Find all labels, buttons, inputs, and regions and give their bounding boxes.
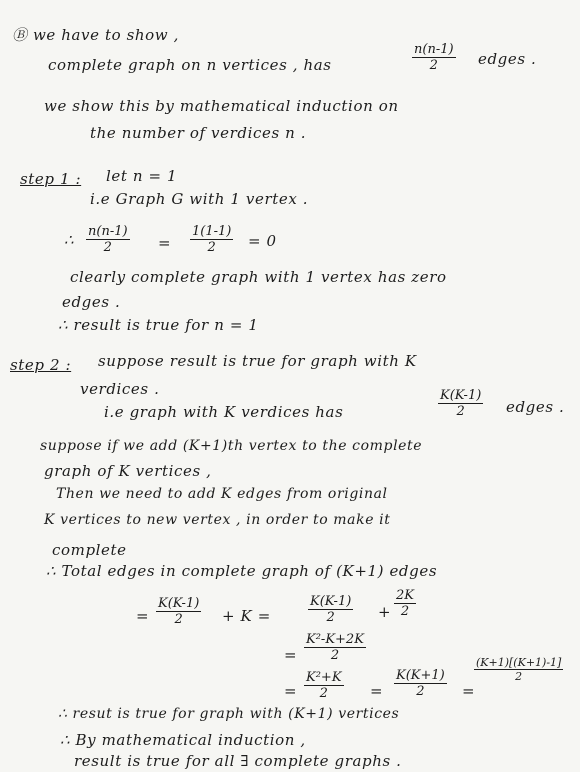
fraction-k-k-plus-1 (394, 668, 447, 699)
fraction-denominator: 2 (456, 404, 465, 419)
therefore-symbol: ∴ (64, 231, 75, 249)
plus-k-equals: + K = (222, 607, 271, 625)
line-conclusion: result is true for all ∃ complete graphs . (74, 752, 402, 770)
fraction-substituted (190, 224, 233, 255)
line-total-edges: ∴ Total edges in complete graph of (K+1) edges (46, 562, 438, 580)
fraction-denominator: 2 (400, 604, 410, 619)
equals-sign: = (158, 234, 172, 252)
fraction-numerator: K²-K+2K (306, 632, 364, 647)
line-edges: edges . (478, 50, 537, 68)
fraction-2k (394, 588, 416, 619)
fraction-numerator: K(K+1) (396, 668, 445, 683)
line-clearly: clearly complete graph with 1 vertex has zero (70, 268, 447, 286)
fraction-denominator: 2 (319, 686, 328, 701)
fraction-k-k-minus-1 (308, 594, 353, 625)
line-edges-2: edges . (62, 293, 121, 311)
equals-sign: = (370, 682, 384, 700)
step2-label: step 2 : (10, 356, 72, 374)
fraction-numerator: K(K-1) (440, 388, 482, 403)
fraction-k-plus-1-final (474, 656, 563, 683)
fraction-denominator: 2 (429, 58, 438, 73)
plus-sign: + (378, 603, 392, 621)
line-graph-of-k: graph of K vertices , (44, 462, 212, 480)
fraction-numerator: K(K-1) (310, 594, 352, 609)
line-result-k-plus-1: ∴ resut is true for graph with (K+1) vertices (58, 706, 400, 722)
fraction-denominator: 2 (207, 240, 216, 255)
fraction-numerator: n(n-1) (414, 42, 454, 57)
fraction-denominator: 2 (326, 610, 335, 625)
equals-sign: = (462, 682, 476, 700)
line-complete-graph: complete graph on n vertices , has (48, 56, 332, 74)
step2-graph-with-k: i.e graph with K verdices has (104, 403, 344, 421)
step2-edges: edges . (506, 398, 565, 416)
fraction-n-n-minus-1 (412, 42, 456, 73)
line-add-vertex: suppose if we add (K+1)th vertex to the complete (40, 438, 423, 454)
line-result-n1: ∴ result is true for n = 1 (58, 316, 259, 334)
equals-sign: = (284, 682, 298, 700)
line-intro: Ⓑ we have to show , (12, 26, 179, 44)
fraction-denominator: 2 (174, 612, 183, 627)
equals-sign: = (136, 607, 150, 625)
equals-sign: = (284, 646, 298, 664)
line-k-vertices: K vertices to new vertex , in order to make it (44, 512, 391, 528)
fraction-denominator: 2 (416, 684, 425, 699)
step2-verdices: verdices . (80, 380, 160, 398)
fraction-denominator: 2 (515, 670, 523, 683)
line-complete: complete (52, 541, 127, 559)
fraction-k2-minus-k-plus-2k (304, 632, 366, 663)
fraction-denominator: 2 (330, 648, 340, 663)
fraction-k-k-minus-1 (156, 596, 201, 627)
step1-label: step 1 : (20, 170, 82, 188)
fraction-numerator: 2K (396, 588, 414, 603)
step2-suppose: suppose result is true for graph with K (98, 352, 417, 370)
fraction-numerator: K(K-1) (158, 596, 200, 611)
fraction-formula (86, 224, 130, 255)
step1-let: let n = 1 (106, 167, 178, 185)
fraction-denominator: 2 (103, 240, 112, 255)
step1-graph: i.e Graph G with 1 vertex . (90, 190, 309, 208)
line-number-of-vertices: the number of verdices n . (90, 124, 307, 142)
fraction-numerator: 1(1-1) (192, 224, 232, 239)
line-add-k-edges: Then we need to add K edges from original (56, 486, 388, 502)
fraction-k-k-minus-1 (438, 388, 483, 419)
fraction-k2-plus-k (304, 670, 344, 701)
fraction-numerator: K²+K (306, 670, 342, 685)
fraction-numerator: n(n-1) (88, 224, 128, 239)
equals-zero: = 0 (248, 232, 277, 250)
line-induction: we show this by mathematical induction on (44, 97, 399, 115)
line-by-induction: ∴ By mathematical induction , (60, 731, 306, 749)
fraction-numerator: (K+1)[(K+1)-1] (476, 656, 562, 669)
